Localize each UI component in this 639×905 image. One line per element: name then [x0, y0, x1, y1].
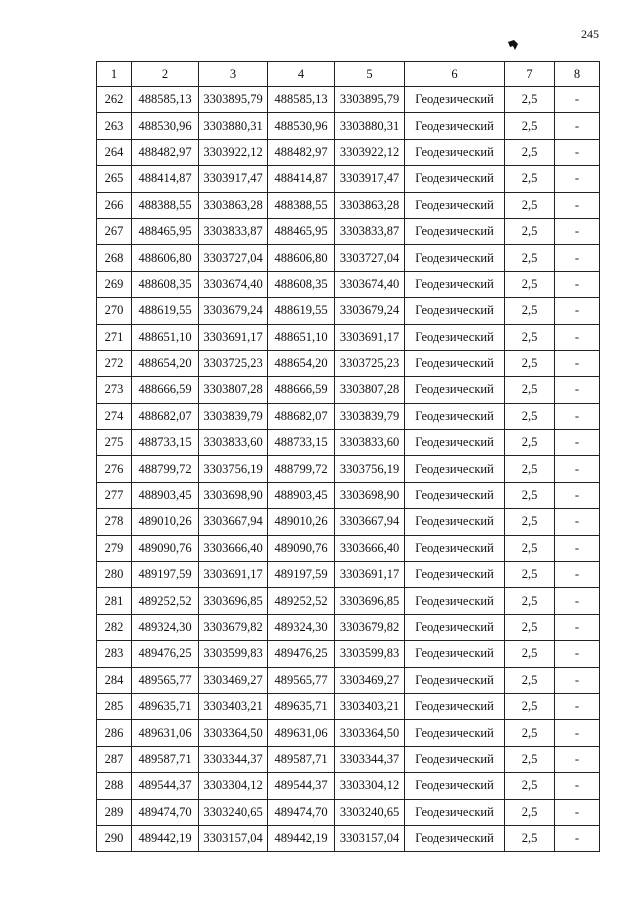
point-number-cell: 267 [97, 218, 132, 244]
x-coord-cell: 488682,07 [132, 403, 199, 429]
y2-coord-cell: 3303679,82 [335, 614, 405, 640]
table-row [97, 746, 600, 772]
y2-coord-cell: 3303691,17 [335, 562, 405, 588]
x2-coord-cell: 488388,55 [268, 192, 335, 218]
point-number-cell: 278 [97, 509, 132, 535]
note-cell: - [555, 509, 600, 535]
note-cell: - [555, 403, 600, 429]
method-cell: Геодезический [405, 350, 505, 376]
y-coord-cell: 3303679,24 [199, 298, 268, 324]
y-coord-cell: 3303679,82 [199, 614, 268, 640]
accuracy-cell: 2,5 [505, 218, 555, 244]
y2-coord-cell: 3303917,47 [335, 166, 405, 192]
accuracy-cell: 2,5 [505, 693, 555, 719]
method-cell: Геодезический [405, 245, 505, 271]
x-coord-cell: 488619,55 [132, 298, 199, 324]
table-row [97, 166, 600, 192]
y2-coord-cell: 3303469,27 [335, 667, 405, 693]
y2-coord-cell: 3303674,40 [335, 271, 405, 297]
y2-coord-cell: 3303698,90 [335, 482, 405, 508]
method-cell: Геодезический [405, 693, 505, 719]
x-coord-cell: 488608,35 [132, 271, 199, 297]
x2-coord-cell: 489324,30 [268, 614, 335, 640]
x2-coord-cell: 489442,19 [268, 825, 335, 851]
x2-coord-cell: 489631,06 [268, 720, 335, 746]
y-coord-cell: 3303833,87 [199, 218, 268, 244]
x2-coord-cell: 489635,71 [268, 693, 335, 719]
x-coord-cell: 488530,96 [132, 113, 199, 139]
x2-coord-cell: 489010,26 [268, 509, 335, 535]
method-cell: Геодезический [405, 588, 505, 614]
table-row [97, 324, 600, 350]
y-coord-cell: 3303880,31 [199, 113, 268, 139]
y2-coord-cell: 3303599,83 [335, 641, 405, 667]
accuracy-cell: 2,5 [505, 746, 555, 772]
y-coord-cell: 3303691,17 [199, 324, 268, 350]
y2-coord-cell: 3303403,21 [335, 693, 405, 719]
y-coord-cell: 3303240,65 [199, 799, 268, 825]
point-number-cell: 265 [97, 166, 132, 192]
table-row [97, 825, 600, 851]
point-number-cell: 277 [97, 482, 132, 508]
x-coord-cell: 488903,45 [132, 482, 199, 508]
table-row [97, 562, 600, 588]
column-header: 8 [555, 62, 600, 87]
method-cell: Геодезический [405, 218, 505, 244]
x2-coord-cell: 489565,77 [268, 667, 335, 693]
accuracy-cell: 2,5 [505, 377, 555, 403]
x-coord-cell: 489635,71 [132, 693, 199, 719]
accuracy-cell: 2,5 [505, 298, 555, 324]
x2-coord-cell: 488799,72 [268, 456, 335, 482]
y2-coord-cell: 3303895,79 [335, 87, 405, 113]
x-coord-cell: 489631,06 [132, 720, 199, 746]
note-cell: - [555, 139, 600, 165]
point-number-cell: 272 [97, 350, 132, 376]
note-cell: - [555, 113, 600, 139]
pen-mark-icon [507, 39, 519, 51]
table-row [97, 667, 600, 693]
x2-coord-cell: 488654,20 [268, 350, 335, 376]
method-cell: Геодезический [405, 456, 505, 482]
note-cell: - [555, 271, 600, 297]
note-cell: - [555, 350, 600, 376]
y-coord-cell: 3303674,40 [199, 271, 268, 297]
x-coord-cell: 489565,77 [132, 667, 199, 693]
method-cell: Геодезический [405, 562, 505, 588]
y2-coord-cell: 3303833,87 [335, 218, 405, 244]
y-coord-cell: 3303304,12 [199, 773, 268, 799]
x-coord-cell: 489252,52 [132, 588, 199, 614]
accuracy-cell: 2,5 [505, 87, 555, 113]
note-cell: - [555, 298, 600, 324]
table-row [97, 87, 600, 113]
y2-coord-cell: 3303304,12 [335, 773, 405, 799]
x-coord-cell: 489474,70 [132, 799, 199, 825]
x2-coord-cell: 489544,37 [268, 773, 335, 799]
accuracy-cell: 2,5 [505, 166, 555, 192]
accuracy-cell: 2,5 [505, 139, 555, 165]
y-coord-cell: 3303698,90 [199, 482, 268, 508]
point-number-cell: 262 [97, 87, 132, 113]
accuracy-cell: 2,5 [505, 350, 555, 376]
method-cell: Геодезический [405, 166, 505, 192]
note-cell: - [555, 535, 600, 561]
method-cell: Геодезический [405, 430, 505, 456]
column-header: 2 [132, 62, 199, 87]
method-cell: Геодезический [405, 614, 505, 640]
method-cell: Геодезический [405, 667, 505, 693]
accuracy-cell: 2,5 [505, 271, 555, 297]
x-coord-cell: 488482,97 [132, 139, 199, 165]
table-row [97, 192, 600, 218]
point-number-cell: 268 [97, 245, 132, 271]
accuracy-cell: 2,5 [505, 245, 555, 271]
y-coord-cell: 3303666,40 [199, 535, 268, 561]
x-coord-cell: 489324,30 [132, 614, 199, 640]
coordinates-table [96, 61, 600, 852]
x2-coord-cell: 488651,10 [268, 324, 335, 350]
point-number-cell: 283 [97, 641, 132, 667]
table-body [97, 87, 600, 852]
table-row [97, 641, 600, 667]
x-coord-cell: 489197,59 [132, 562, 199, 588]
point-number-cell: 270 [97, 298, 132, 324]
note-cell: - [555, 324, 600, 350]
y2-coord-cell: 3303756,19 [335, 456, 405, 482]
x2-coord-cell: 488585,13 [268, 87, 335, 113]
table-row [97, 509, 600, 535]
x2-coord-cell: 489252,52 [268, 588, 335, 614]
point-number-cell: 288 [97, 773, 132, 799]
x2-coord-cell: 488903,45 [268, 482, 335, 508]
accuracy-cell: 2,5 [505, 667, 555, 693]
note-cell: - [555, 482, 600, 508]
table-row [97, 773, 600, 799]
x2-coord-cell: 489476,25 [268, 641, 335, 667]
y2-coord-cell: 3303679,24 [335, 298, 405, 324]
x2-coord-cell: 488619,55 [268, 298, 335, 324]
y-coord-cell: 3303667,94 [199, 509, 268, 535]
point-number-cell: 276 [97, 456, 132, 482]
accuracy-cell: 2,5 [505, 535, 555, 561]
x2-coord-cell: 488482,97 [268, 139, 335, 165]
point-number-cell: 287 [97, 746, 132, 772]
y-coord-cell: 3303756,19 [199, 456, 268, 482]
accuracy-cell: 2,5 [505, 456, 555, 482]
y-coord-cell: 3303691,17 [199, 562, 268, 588]
x-coord-cell: 489010,26 [132, 509, 199, 535]
table-row [97, 720, 600, 746]
x-coord-cell: 488465,95 [132, 218, 199, 244]
y2-coord-cell: 3303727,04 [335, 245, 405, 271]
y2-coord-cell: 3303364,50 [335, 720, 405, 746]
method-cell: Геодезический [405, 746, 505, 772]
x2-coord-cell: 488606,80 [268, 245, 335, 271]
y-coord-cell: 3303917,47 [199, 166, 268, 192]
table-row [97, 113, 600, 139]
note-cell: - [555, 456, 600, 482]
y2-coord-cell: 3303344,37 [335, 746, 405, 772]
note-cell: - [555, 562, 600, 588]
accuracy-cell: 2,5 [505, 799, 555, 825]
table-row [97, 271, 600, 297]
x2-coord-cell: 489474,70 [268, 799, 335, 825]
y-coord-cell: 3303863,28 [199, 192, 268, 218]
note-cell: - [555, 377, 600, 403]
y-coord-cell: 3303696,85 [199, 588, 268, 614]
point-number-cell: 282 [97, 614, 132, 640]
y2-coord-cell: 3303839,79 [335, 403, 405, 429]
column-header: 3 [199, 62, 268, 87]
x-coord-cell: 489442,19 [132, 825, 199, 851]
method-cell: Геодезический [405, 403, 505, 429]
x-coord-cell: 489544,37 [132, 773, 199, 799]
note-cell: - [555, 667, 600, 693]
accuracy-cell: 2,5 [505, 113, 555, 139]
table-row [97, 298, 600, 324]
method-cell: Геодезический [405, 773, 505, 799]
x2-coord-cell: 488666,59 [268, 377, 335, 403]
x-coord-cell: 488733,15 [132, 430, 199, 456]
point-number-cell: 290 [97, 825, 132, 851]
y2-coord-cell: 3303691,17 [335, 324, 405, 350]
point-number-cell: 273 [97, 377, 132, 403]
table-row [97, 139, 600, 165]
x2-coord-cell: 488414,87 [268, 166, 335, 192]
y2-coord-cell: 3303807,28 [335, 377, 405, 403]
table-row [97, 245, 600, 271]
point-number-cell: 285 [97, 693, 132, 719]
x-coord-cell: 489476,25 [132, 641, 199, 667]
table-row [97, 482, 600, 508]
table-row [97, 693, 600, 719]
accuracy-cell: 2,5 [505, 482, 555, 508]
point-number-cell: 279 [97, 535, 132, 561]
note-cell: - [555, 773, 600, 799]
method-cell: Геодезический [405, 825, 505, 851]
note-cell: - [555, 245, 600, 271]
x2-coord-cell: 488682,07 [268, 403, 335, 429]
accuracy-cell: 2,5 [505, 825, 555, 851]
x-coord-cell: 489587,71 [132, 746, 199, 772]
x-coord-cell: 488651,10 [132, 324, 199, 350]
table-row [97, 430, 600, 456]
accuracy-cell: 2,5 [505, 641, 555, 667]
method-cell: Геодезический [405, 324, 505, 350]
x-coord-cell: 488414,87 [132, 166, 199, 192]
column-header: 7 [505, 62, 555, 87]
table-row [97, 403, 600, 429]
x-coord-cell: 488654,20 [132, 350, 199, 376]
accuracy-cell: 2,5 [505, 509, 555, 535]
point-number-cell: 264 [97, 139, 132, 165]
note-cell: - [555, 192, 600, 218]
note-cell: - [555, 720, 600, 746]
table-row [97, 218, 600, 244]
note-cell: - [555, 641, 600, 667]
table-row [97, 350, 600, 376]
column-header: 1 [97, 62, 132, 87]
method-cell: Геодезический [405, 720, 505, 746]
column-header: 5 [335, 62, 405, 87]
x2-coord-cell: 488733,15 [268, 430, 335, 456]
x-coord-cell: 488585,13 [132, 87, 199, 113]
note-cell: - [555, 87, 600, 113]
note-cell: - [555, 799, 600, 825]
accuracy-cell: 2,5 [505, 773, 555, 799]
point-number-cell: 263 [97, 113, 132, 139]
x-coord-cell: 488388,55 [132, 192, 199, 218]
y-coord-cell: 3303833,60 [199, 430, 268, 456]
point-number-cell: 271 [97, 324, 132, 350]
accuracy-cell: 2,5 [505, 403, 555, 429]
x2-coord-cell: 489587,71 [268, 746, 335, 772]
point-number-cell: 266 [97, 192, 132, 218]
y2-coord-cell: 3303666,40 [335, 535, 405, 561]
column-header: 6 [405, 62, 505, 87]
point-number-cell: 281 [97, 588, 132, 614]
method-cell: Геодезический [405, 87, 505, 113]
method-cell: Геодезический [405, 139, 505, 165]
y-coord-cell: 3303403,21 [199, 693, 268, 719]
y-coord-cell: 3303364,50 [199, 720, 268, 746]
accuracy-cell: 2,5 [505, 720, 555, 746]
x2-coord-cell: 489197,59 [268, 562, 335, 588]
note-cell: - [555, 218, 600, 244]
y2-coord-cell: 3303240,65 [335, 799, 405, 825]
accuracy-cell: 2,5 [505, 588, 555, 614]
y-coord-cell: 3303725,23 [199, 350, 268, 376]
method-cell: Геодезический [405, 377, 505, 403]
column-header: 4 [268, 62, 335, 87]
method-cell: Геодезический [405, 535, 505, 561]
point-number-cell: 274 [97, 403, 132, 429]
table-row [97, 614, 600, 640]
x-coord-cell: 488666,59 [132, 377, 199, 403]
note-cell: - [555, 746, 600, 772]
accuracy-cell: 2,5 [505, 562, 555, 588]
note-cell: - [555, 693, 600, 719]
method-cell: Геодезический [405, 799, 505, 825]
accuracy-cell: 2,5 [505, 192, 555, 218]
note-cell: - [555, 614, 600, 640]
accuracy-cell: 2,5 [505, 324, 555, 350]
y2-coord-cell: 3303880,31 [335, 113, 405, 139]
point-number-cell: 275 [97, 430, 132, 456]
note-cell: - [555, 825, 600, 851]
table-row [97, 588, 600, 614]
method-cell: Геодезический [405, 509, 505, 535]
note-cell: - [555, 166, 600, 192]
y-coord-cell: 3303922,12 [199, 139, 268, 165]
y2-coord-cell: 3303922,12 [335, 139, 405, 165]
y2-coord-cell: 3303667,94 [335, 509, 405, 535]
method-cell: Геодезический [405, 192, 505, 218]
point-number-cell: 269 [97, 271, 132, 297]
y-coord-cell: 3303807,28 [199, 377, 268, 403]
accuracy-cell: 2,5 [505, 614, 555, 640]
table-row [97, 456, 600, 482]
y2-coord-cell: 3303696,85 [335, 588, 405, 614]
x2-coord-cell: 488608,35 [268, 271, 335, 297]
y-coord-cell: 3303344,37 [199, 746, 268, 772]
method-cell: Геодезический [405, 641, 505, 667]
y2-coord-cell: 3303157,04 [335, 825, 405, 851]
table-header-row [97, 62, 600, 87]
y-coord-cell: 3303599,83 [199, 641, 268, 667]
y-coord-cell: 3303839,79 [199, 403, 268, 429]
x2-coord-cell: 488465,95 [268, 218, 335, 244]
y2-coord-cell: 3303833,60 [335, 430, 405, 456]
x2-coord-cell: 488530,96 [268, 113, 335, 139]
note-cell: - [555, 588, 600, 614]
x-coord-cell: 488606,80 [132, 245, 199, 271]
x-coord-cell: 488799,72 [132, 456, 199, 482]
page-number: 245 [581, 27, 599, 41]
y-coord-cell: 3303727,04 [199, 245, 268, 271]
y-coord-cell: 3303469,27 [199, 667, 268, 693]
x-coord-cell: 489090,76 [132, 535, 199, 561]
y-coord-cell: 3303157,04 [199, 825, 268, 851]
point-number-cell: 289 [97, 799, 132, 825]
point-number-cell: 286 [97, 720, 132, 746]
point-number-cell: 280 [97, 562, 132, 588]
table-row [97, 799, 600, 825]
point-number-cell: 284 [97, 667, 132, 693]
method-cell: Геодезический [405, 113, 505, 139]
method-cell: Геодезический [405, 482, 505, 508]
method-cell: Геодезический [405, 271, 505, 297]
y2-coord-cell: 3303725,23 [335, 350, 405, 376]
accuracy-cell: 2,5 [505, 430, 555, 456]
note-cell: - [555, 430, 600, 456]
method-cell: Геодезический [405, 298, 505, 324]
x2-coord-cell: 489090,76 [268, 535, 335, 561]
y2-coord-cell: 3303863,28 [335, 192, 405, 218]
y-coord-cell: 3303895,79 [199, 87, 268, 113]
table-row [97, 535, 600, 561]
table-row [97, 377, 600, 403]
